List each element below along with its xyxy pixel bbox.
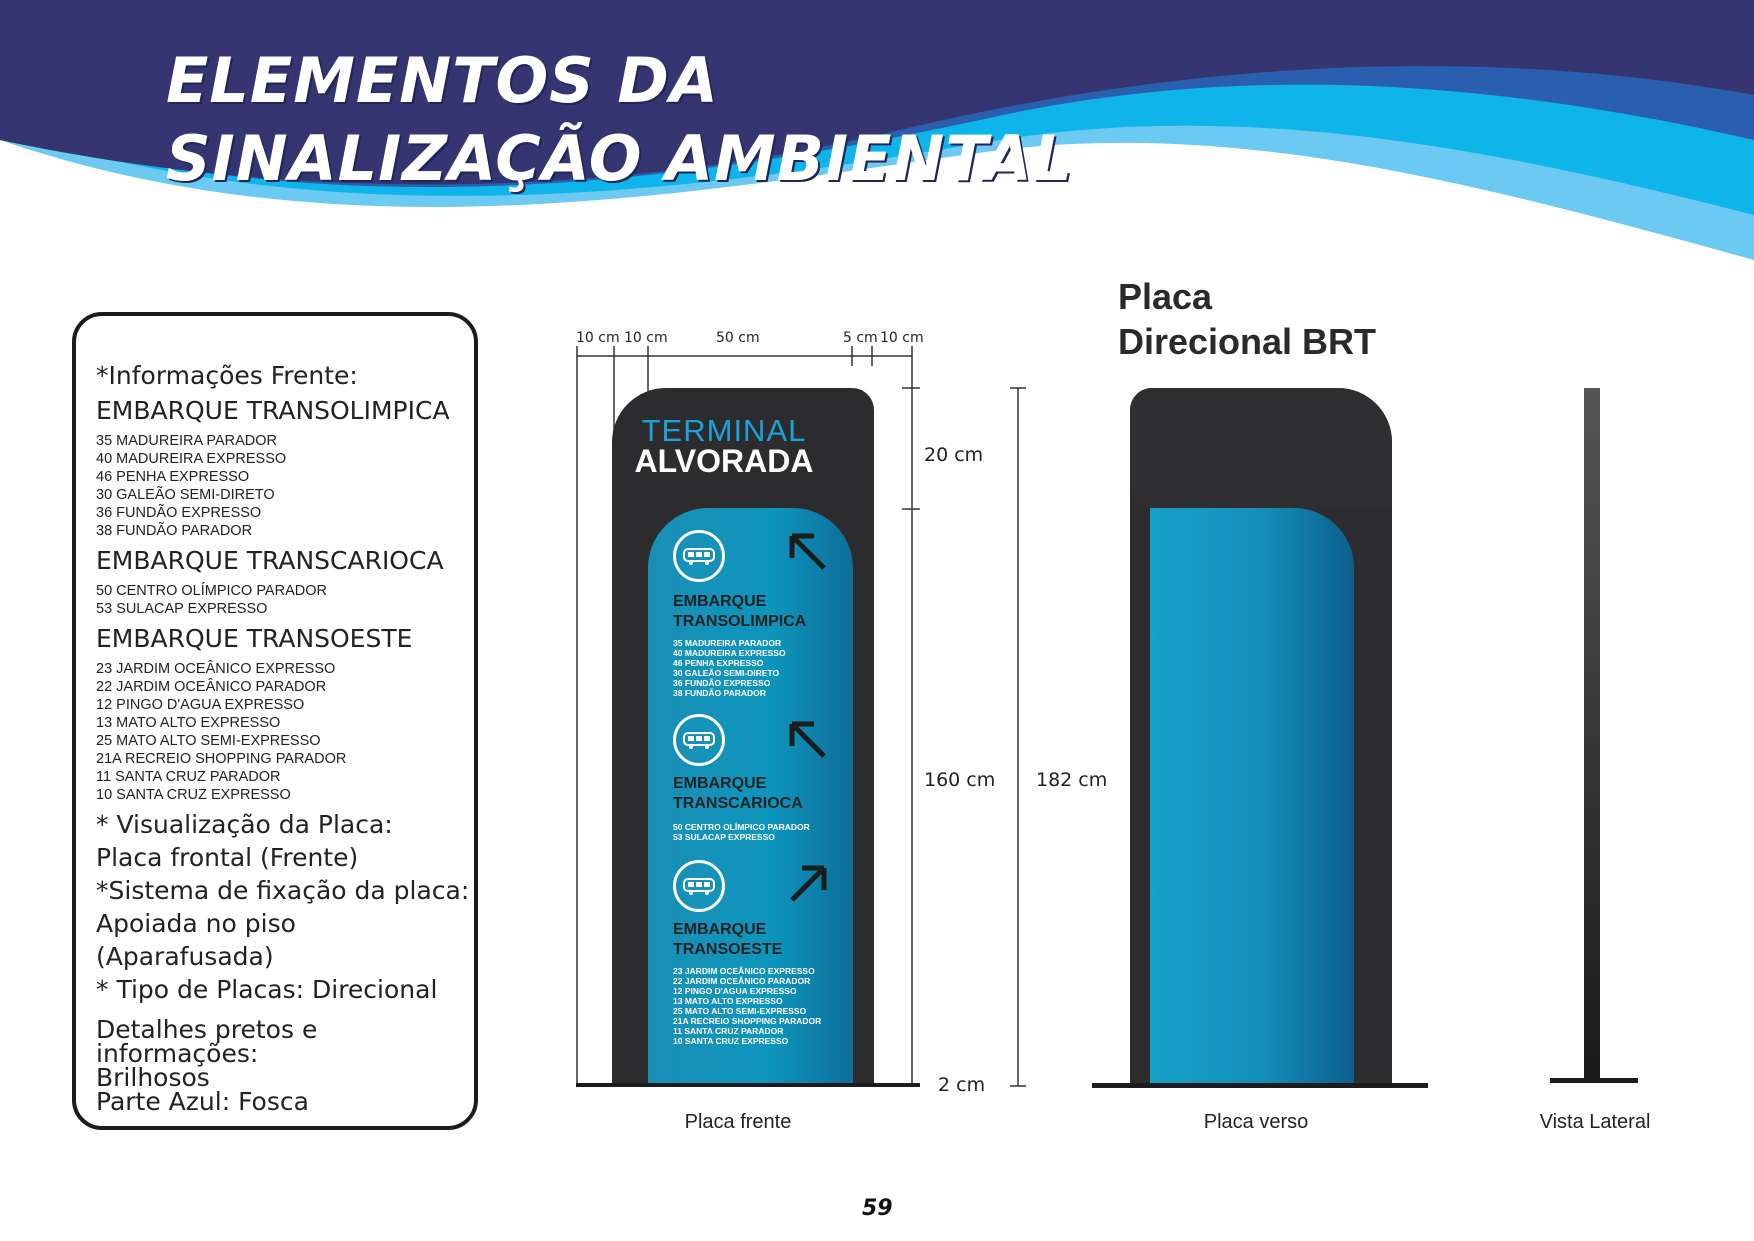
dim-header-height: 20 cm xyxy=(924,444,984,466)
finish-line: Brilhosos xyxy=(96,1063,210,1092)
caption-back: Placa verso xyxy=(1203,1111,1309,1133)
group-title: EMBARQUE TRANSOESTE xyxy=(96,624,413,653)
sign-route: 12 PINGO D'AGUA EXPRESSO xyxy=(673,986,797,996)
route-item: 50 CENTRO OLÍMPICO PARADOR xyxy=(96,583,327,599)
note-line: * Tipo de Placas: Direcional xyxy=(96,975,438,1004)
route-item: 12 PINGO D'AGUA EXPRESSO xyxy=(96,697,305,713)
section-title-line2: TRANSCARIOCA xyxy=(673,795,803,812)
route-item: 11 SANTA CRUZ PARADOR xyxy=(96,769,281,785)
front-info-label: *Informações Frente: xyxy=(96,361,358,390)
section-route-list xyxy=(673,638,786,698)
caption-front: Placa frente xyxy=(684,1111,792,1133)
dim-inner-margin: 10 cm xyxy=(624,330,668,346)
sign-title-line-1: Placa xyxy=(1118,276,1213,317)
route-item: 25 MATO ALTO SEMI-EXPRESSO xyxy=(96,733,321,749)
group-title: EMBARQUE TRANSCARIOCA xyxy=(96,546,444,575)
group-title: EMBARQUE TRANSOLIMPICA xyxy=(96,396,450,425)
note-line: Placa frontal (Frente) xyxy=(96,843,359,872)
caption-side: Vista Lateral xyxy=(1539,1111,1651,1133)
front-sign-base xyxy=(576,1083,920,1087)
route-item: 10 SANTA CRUZ EXPRESSO xyxy=(96,787,291,803)
bus-icon xyxy=(673,714,725,766)
section-route-list xyxy=(673,966,821,1046)
note-line: * Visualização da Placa: xyxy=(96,810,393,839)
dim-body-height: 160 cm xyxy=(924,769,996,791)
route-item: 46 PENHA EXPRESSO xyxy=(96,469,250,485)
dim-right-margin: 10 cm xyxy=(880,330,924,346)
sign-route: 23 JARDIM OCEÂNICO EXPRESSO xyxy=(673,966,815,976)
arrow-up-right-icon xyxy=(788,864,828,904)
bus-icon xyxy=(673,530,725,582)
dim-right-inner: 5 cm xyxy=(843,330,878,346)
page-title-line-1: ELEMENTOS DA xyxy=(166,44,719,117)
sign-route: 46 PENHA EXPRESSO xyxy=(673,658,764,668)
back-sign-header xyxy=(1130,388,1392,508)
finish-line: Detalhes pretos e informações: xyxy=(96,1015,318,1068)
back-sign-base xyxy=(1092,1083,1428,1088)
sign-route: 13 MATO ALTO EXPRESSO xyxy=(673,996,783,1006)
route-item: 30 GALEÃO SEMI-DIRETO xyxy=(96,487,275,503)
page-title-line-2: SINALIZAÇÃO AMBIENTAL xyxy=(166,122,1074,195)
note-line: Apoiada no piso (Aparafusada) xyxy=(96,909,296,971)
note-line: *Sistema de fixação da placa: xyxy=(96,876,470,905)
route-item: 21A RECREIO SHOPPING PARADOR xyxy=(96,751,347,767)
sign-route: 50 CENTRO OLÍMPICO PARADOR xyxy=(673,822,810,832)
arrow-up-left-icon xyxy=(788,720,828,760)
route-item: 22 JARDIM OCEÂNICO PARADOR xyxy=(96,679,327,695)
page-number: 59 xyxy=(862,1196,893,1221)
dim-total-height: 182 cm xyxy=(1036,769,1108,791)
sign-route: 30 GALEÃO SEMI-DIRETO xyxy=(673,668,780,678)
back-sign-blue-area xyxy=(1150,508,1354,1086)
route-item: 36 FUNDÃO EXPRESSO xyxy=(96,505,262,521)
route-item: 23 JARDIM OCEÂNICO EXPRESSO xyxy=(96,661,336,677)
sign-title-line-2: Direcional BRT xyxy=(1118,321,1377,362)
section-title-line2: TRANSOLIMPICA xyxy=(673,613,807,630)
dim-body-width: 50 cm xyxy=(716,330,760,346)
route-item: 53 SULACAP EXPRESSO xyxy=(96,601,268,617)
section-title-line1: EMBARQUE xyxy=(673,775,767,792)
dim-left-margin: 10 cm xyxy=(576,330,620,346)
section-route-list xyxy=(673,822,810,842)
section-title-line1: EMBARQUE xyxy=(673,593,767,610)
sign-route: 36 FUNDÃO EXPRESSO xyxy=(673,678,771,688)
bus-icon xyxy=(673,860,725,912)
sign-route: 38 FUNDÃO PARADOR xyxy=(673,688,766,698)
side-view-base xyxy=(1550,1078,1638,1083)
sign-route: 25 MATO ALTO SEMI-EXPRESSO xyxy=(673,1006,807,1016)
sign-route: 21A RECREIO SHOPPING PARADOR xyxy=(673,1016,822,1026)
route-item: 35 MADUREIRA PARADOR xyxy=(96,433,278,449)
side-view-pole xyxy=(1584,388,1600,1080)
route-item: 38 FUNDÃO PARADOR xyxy=(96,523,253,539)
finish-line: Parte Azul: Fosca xyxy=(96,1087,309,1116)
dim-base-height: 2 cm xyxy=(938,1074,986,1096)
sign-route: 11 SANTA CRUZ PARADOR xyxy=(673,1026,784,1036)
sign-route: 35 MADUREIRA PARADOR xyxy=(673,638,782,648)
station-name: ALVORADA xyxy=(634,443,814,479)
sign-route: 22 JARDIM OCEÂNICO PARADOR xyxy=(673,976,811,986)
terminal-label: TERMINAL xyxy=(641,413,807,448)
sign-route: 10 SANTA CRUZ EXPRESSO xyxy=(673,1036,789,1046)
sign-route: 40 MADUREIRA EXPRESSO xyxy=(673,648,786,658)
route-item: 13 MATO ALTO EXPRESSO xyxy=(96,715,281,731)
section-title-line1: EMBARQUE xyxy=(673,921,767,938)
section-title-line2: TRANSOESTE xyxy=(673,941,783,958)
arrow-up-left-icon xyxy=(788,532,828,572)
route-item: 40 MADUREIRA EXPRESSO xyxy=(96,451,287,467)
sign-route: 53 SULACAP EXPRESSO xyxy=(673,832,775,842)
